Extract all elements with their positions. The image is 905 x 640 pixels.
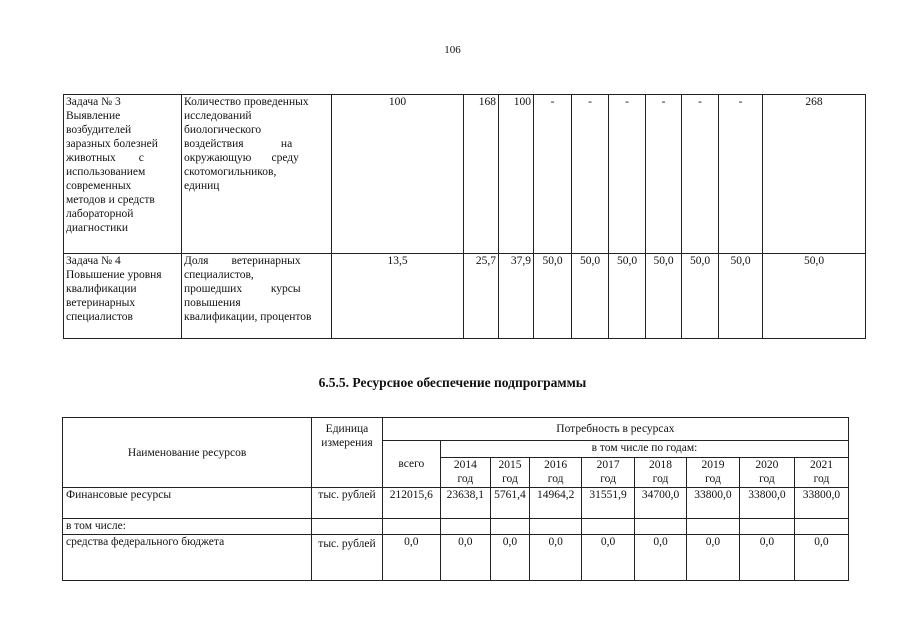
value-cell [794, 519, 848, 535]
value-cell: - [572, 95, 609, 254]
resource-name: Финансовые ресурсы [63, 488, 312, 519]
table-row [64, 254, 866, 339]
indicator-cell: Количество проведенных исследований биологического воздействия на окружающую среду скотомогильников, единиц [182, 95, 332, 254]
value-cell [686, 519, 739, 535]
value-cell [440, 519, 490, 535]
header-year: 2017 год [582, 458, 635, 488]
section-heading: 6.5.5. Ресурсное обеспечение подпрограммы [318, 375, 587, 390]
value-cell: 0,0 [440, 535, 490, 581]
header-total: всего [382, 441, 440, 488]
value-cell [739, 519, 794, 535]
header-by-years: в том числе по годам: [440, 441, 848, 458]
value-cell: 31551,9 [582, 488, 635, 519]
value-cell: 168 [464, 95, 499, 254]
resource-name: средства федерального бюджета [63, 535, 312, 581]
resource-unit [312, 519, 383, 535]
resource-unit: тыс. рублей [312, 535, 383, 581]
indicator-cell: Доля ветеринарных специалистов, прошедших курсы повышения квалификации, процентов [182, 254, 332, 339]
value-cell: 0,0 [686, 535, 739, 581]
header-unit: Единица измерения [312, 418, 383, 488]
value-cell: 268 [763, 95, 866, 254]
value-cell: 0,0 [382, 535, 440, 581]
value-cell: - [534, 95, 572, 254]
header-need: Потребность в ресурсах [382, 418, 848, 441]
value-cell: 14964,2 [530, 488, 582, 519]
value-cell: 0,0 [582, 535, 635, 581]
value-cell: 100 [499, 95, 534, 254]
value-cell: 33800,0 [794, 488, 848, 519]
value-cell [530, 519, 582, 535]
value-cell: 5761,4 [490, 488, 529, 519]
value-cell: 212015,6 [382, 488, 440, 519]
value-cell: 50,0 [763, 254, 866, 339]
task-cell: Задача № 3 Выявление возбудителей заразных болезней животных с использованием современных методов и средств лабораторной диагностики [64, 95, 182, 254]
value-cell: 50,0 [682, 254, 719, 339]
value-cell: - [682, 95, 719, 254]
value-cell: 50,0 [534, 254, 572, 339]
value-cell [582, 519, 635, 535]
table-header-row [63, 418, 849, 441]
value-cell: - [646, 95, 682, 254]
header-year: 2015 год [490, 458, 529, 488]
value-cell: 34700,0 [635, 488, 687, 519]
value-cell: 23638,1 [440, 488, 490, 519]
value-cell [382, 519, 440, 535]
header-year: 2018 год [635, 458, 687, 488]
value-cell: 0,0 [635, 535, 687, 581]
value-cell [490, 519, 529, 535]
value-cell: 50,0 [609, 254, 646, 339]
table-row [63, 488, 849, 519]
table-row [64, 95, 866, 254]
value-cell: 50,0 [572, 254, 609, 339]
resource-unit: тыс. рублей [312, 488, 383, 519]
table-row [63, 519, 849, 535]
value-cell: 0,0 [490, 535, 529, 581]
task-cell: Задача № 4 Повышение уровня квалификации ветеринарных специалистов [64, 254, 182, 339]
value-cell: 0,0 [794, 535, 848, 581]
value-cell: 13,5 [332, 254, 464, 339]
indicators-table [63, 94, 866, 339]
header-year: 2021 год [794, 458, 848, 488]
value-cell: 33800,0 [739, 488, 794, 519]
value-cell: 50,0 [646, 254, 682, 339]
resource-name: в том числе: [63, 519, 312, 535]
header-resource-name: Наименование ресурсов [63, 418, 312, 488]
header-year: 2014 год [440, 458, 490, 488]
value-cell [635, 519, 687, 535]
value-cell: 100 [332, 95, 464, 254]
value-cell: 0,0 [530, 535, 582, 581]
value-cell: 50,0 [719, 254, 763, 339]
value-cell: - [609, 95, 646, 254]
table-row [63, 535, 849, 581]
header-year: 2020 год [739, 458, 794, 488]
header-year: 2016 год [530, 458, 582, 488]
value-cell: 25,7 [464, 254, 499, 339]
value-cell: 0,0 [739, 535, 794, 581]
page-number: 106 [444, 44, 461, 56]
value-cell: 33800,0 [686, 488, 739, 519]
value-cell: 37,9 [499, 254, 534, 339]
value-cell: - [719, 95, 763, 254]
header-year: 2019 год [686, 458, 739, 488]
resources-table [62, 417, 849, 581]
